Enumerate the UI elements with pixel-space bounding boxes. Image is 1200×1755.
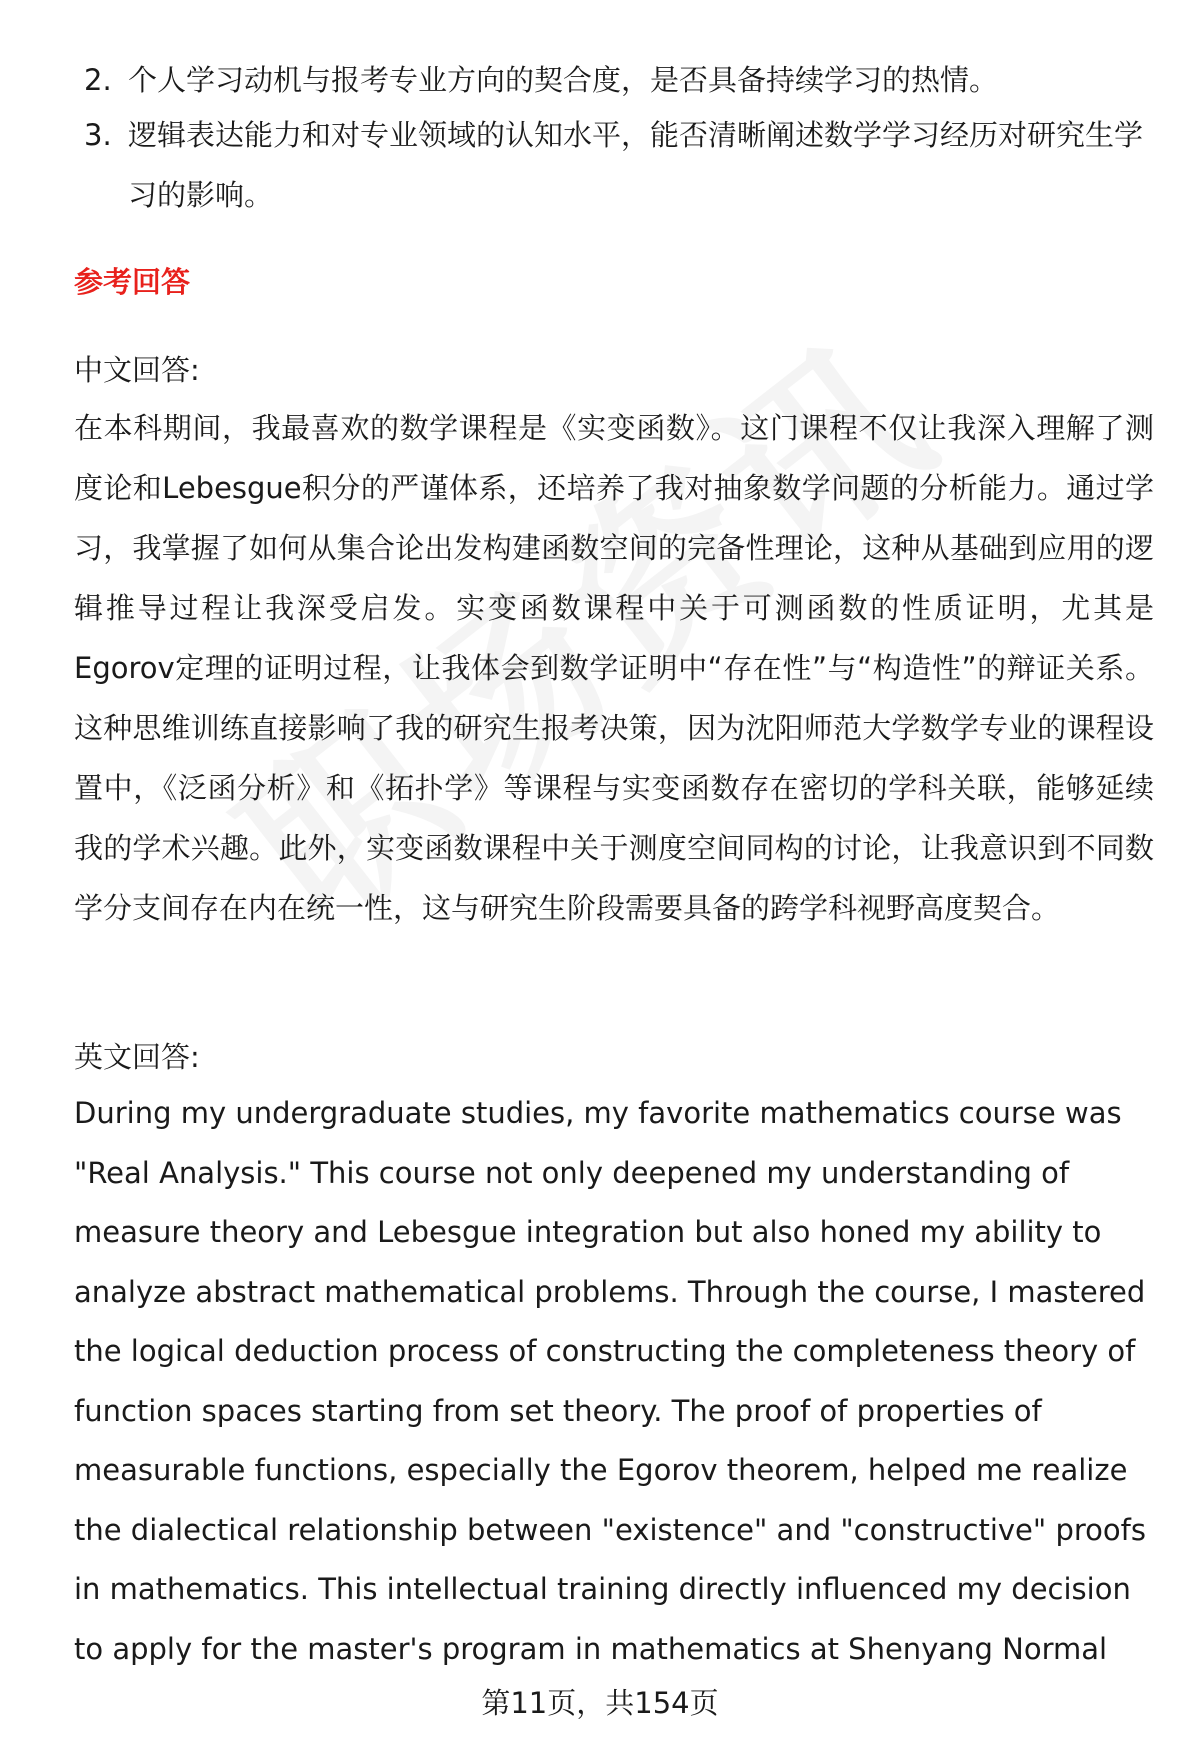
chinese-answer-heading: 中文回答: <box>74 353 200 387</box>
list-item <box>84 105 1154 212</box>
english-answer-body: During my undergraduate studies, my favorite mathematics course was "Real Analysis." This course not only deepened my understanding of measure theory and Lebesgue integration but also honed my ability to analyze abstract mathematical problems. Through the course, I mastered the logical deduction process of constructing the completeness theory of function spaces starting from set theory. The proof of properties of measurable functions, especially the Egorov theorem, helped me realize the dialectical relationship between "existence" and "constructive" proofs in mathematics. This intellectual training directly influenced my decision to apply for the master's program in mathematics at Shenyang Normal <box>74 1096 1146 1666</box>
english-answer-heading: 英文回答: <box>74 1040 200 1074</box>
list-text: 个人学习动机与报考专业方向的契合度，是否具备持续学习的热情。 <box>128 63 999 97</box>
list-number: 2. <box>84 63 112 97</box>
page-footer: 第11页，共154页 <box>481 1686 719 1720</box>
list-number: 3. <box>84 118 112 152</box>
list-item <box>84 50 1154 110</box>
reference-answer-heading: 参考回答 <box>74 265 191 299</box>
list-text: 逻辑表达能力和对专业领域的认知水平，能否清晰阐述数学学习经历对研究生学习的影响。 <box>128 118 1144 212</box>
chinese-answer-body: 在本科期间，我最喜欢的数学课程是《实变函数》。这门课程不仅让我深入理解了测度论和Lebesgue积分的严谨体系，还培养了我对抽象数学问题的分析能力。通过学习，我掌握了如何从集合论出发构建函数空间的完备性理论，这种从基础到应用的逻辑推导过程让我深受启发。实变函数课程中关于可测函数的性质证明，尤其是Egorov定理的证明过程，让我体会到数学证明中“存在性”与“构造性”的辩证关系。这种思维训练直接影响了我的研究生报考决策，因为沈阳师范大学数学专业的课程设置中，《泛函分析》和《拓扑学》等课程与实变函数存在密切的学科关联，能够延续我的学术兴趣。此外，实变函数课程中关于测度空间同构的讨论，让我意识到不同数学分支间存在内在统一性，这与研究生阶段需要具备的跨学科视野高度契合。 <box>74 411 1154 925</box>
